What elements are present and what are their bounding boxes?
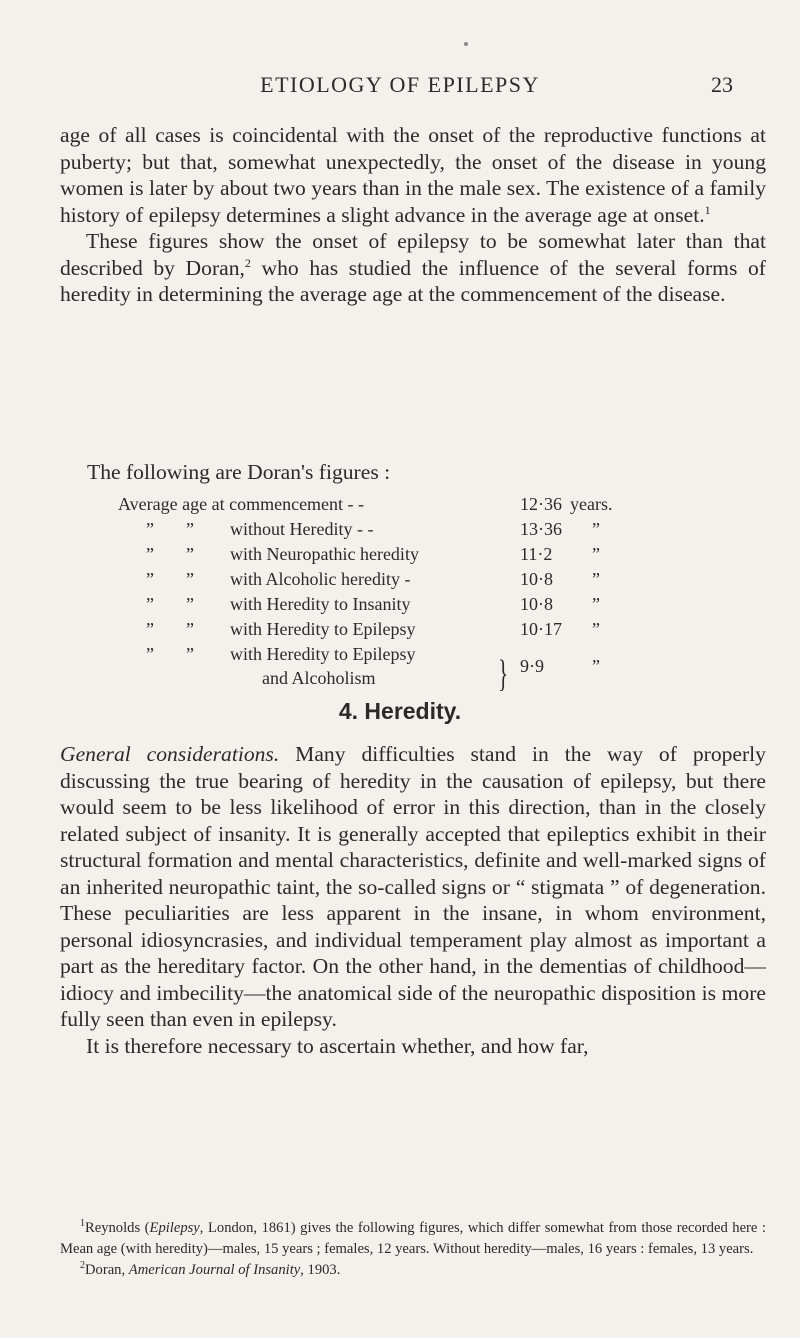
row-unit: ” [592, 544, 600, 564]
speck [464, 42, 468, 46]
row-label: with Heredity to Insanity [230, 594, 411, 614]
intro-paragraph-2 [60, 228, 766, 308]
intro-text [60, 122, 766, 308]
ditto-mark: ” [146, 644, 154, 664]
footnote-1-text-b: , London, 1861) gives the following figures, which differ somewhat from those recorded here : Mean age (with heredity)—males, 15 years ; females, 12 years. Without heredity—males, 16 years : females, 13 years. [60, 1220, 766, 1257]
row-unit: ” [592, 519, 600, 539]
row-unit: ” [592, 594, 600, 614]
row-label: with Alcoholic heredity - [230, 569, 411, 589]
table-row [0, 519, 800, 543]
row-value: 10·8 [520, 569, 553, 589]
footnote-2 [60, 1260, 766, 1281]
row-label: Average age at commencement - - [118, 494, 365, 514]
running-title: ETIOLOGY OF EPILEPSY [260, 72, 540, 97]
ditto-mark: ” [186, 569, 194, 589]
row-value: 13·36 [520, 519, 562, 539]
ditto-mark: ” [186, 544, 194, 564]
intro-paragraph-2-text-b: who has studied the influence of the several forms of heredity in determining the average age at the commencement of the disease. [60, 255, 766, 306]
table-row [0, 619, 800, 643]
intro-paragraph-2-text-a: These figures show the onset of epilepsy to be somewhat later than that described by Doran, [60, 229, 766, 280]
row-unit: years. [570, 494, 613, 514]
footnote-1-text-a: Reynolds ( [85, 1220, 150, 1236]
intro-paragraph-1-text: age of all cases is coincidental with the onset of the reproductive functions at puberty; but that, somewhat unexpectedly, the onset of the disease in young women is later by about two years than in the male sex. The existence of a family history of epilepsy determines a slight advance in the average age at onset. [60, 123, 766, 227]
footnote-1 [60, 1218, 766, 1260]
footnote-ref-1: 1 [704, 202, 711, 217]
heredity-paragraph-1 [60, 741, 766, 1033]
ditto-mark: ” [186, 519, 194, 539]
table-row [0, 594, 800, 618]
row-unit: ” [592, 656, 600, 676]
row-value: 10·8 [520, 594, 553, 614]
footnote-2-text-a: Doran, [85, 1262, 129, 1278]
footnotes [60, 1218, 766, 1281]
heredity-paragraph-2: It is therefore necessary to ascertain whether, and how far, [86, 1033, 589, 1058]
row-value: 10·17 [520, 619, 562, 639]
ditto-mark: ” [146, 569, 154, 589]
ditto-mark: ” [146, 594, 154, 614]
page-number: 23 [711, 72, 733, 97]
heredity-lead: General considerations. [60, 742, 280, 766]
row-label: with Heredity to Epilepsy [230, 644, 416, 664]
section-heading: 4. Heredity. [338, 698, 462, 724]
footnote-2-text-b: , 1903. [300, 1262, 341, 1278]
row-unit: ” [592, 569, 600, 589]
table-row [0, 569, 800, 593]
table-caption: The following are Doran's figures : [87, 460, 391, 484]
footnote-1-mark: 1 [80, 1218, 85, 1230]
brace-mark: } [498, 653, 509, 695]
footnote-ref-2: 2 [244, 255, 251, 270]
heredity-paragraph-1-text: Many difficulties stand in the way of properly discussing the true bearing of heredity in the causation of epilepsy, but there would seem to be less likelihood of error in this direction, than in the closely related subject of insanity. It is generally accepted that epileptics exhibit in their structural formation and mental characteristics, definite and well-marked signs of an inherited neuropathic taint, the so-called signs or “ stigmata ” of degeneration. These peculiarities are less apparent in the insane, in whom environment, personal idiosyncrasies, and individual temperament play almost as important a part as the hereditary factor. On the other hand, in the dementias of childhood—idiocy and imbecility—the anatomical side of the neuropathic disposition is more fully seen than even in epilepsy. [60, 742, 766, 1031]
row-value: 9·9 [520, 656, 544, 676]
ditto-mark: ” [146, 544, 154, 564]
row-value: 12·36 [520, 494, 562, 514]
heredity-text [60, 741, 766, 1059]
table-row [0, 544, 800, 568]
footnote-1-title: Epilepsy [149, 1220, 200, 1236]
row-value: 11·2 [520, 544, 553, 564]
table-row [0, 494, 800, 518]
ditto-mark: ” [186, 644, 194, 664]
row-label: with Heredity to Epilepsy [230, 619, 416, 639]
intro-paragraph-1 [60, 122, 766, 228]
footnote-2-title: American Journal of Insanity [128, 1262, 301, 1278]
row-label: with Neuropathic heredity [230, 544, 419, 564]
footnote-2-mark: 2 [80, 1260, 85, 1272]
row-unit: ” [592, 619, 600, 639]
ditto-mark: ” [146, 619, 154, 639]
ditto-mark: ” [186, 594, 194, 614]
row-label-continued: and Alcoholism [262, 668, 376, 688]
row-label: without Heredity - - [230, 519, 374, 539]
table-row [0, 644, 800, 695]
ditto-mark: ” [146, 519, 154, 539]
ditto-mark: ” [186, 619, 194, 639]
page-header [0, 70, 800, 110]
